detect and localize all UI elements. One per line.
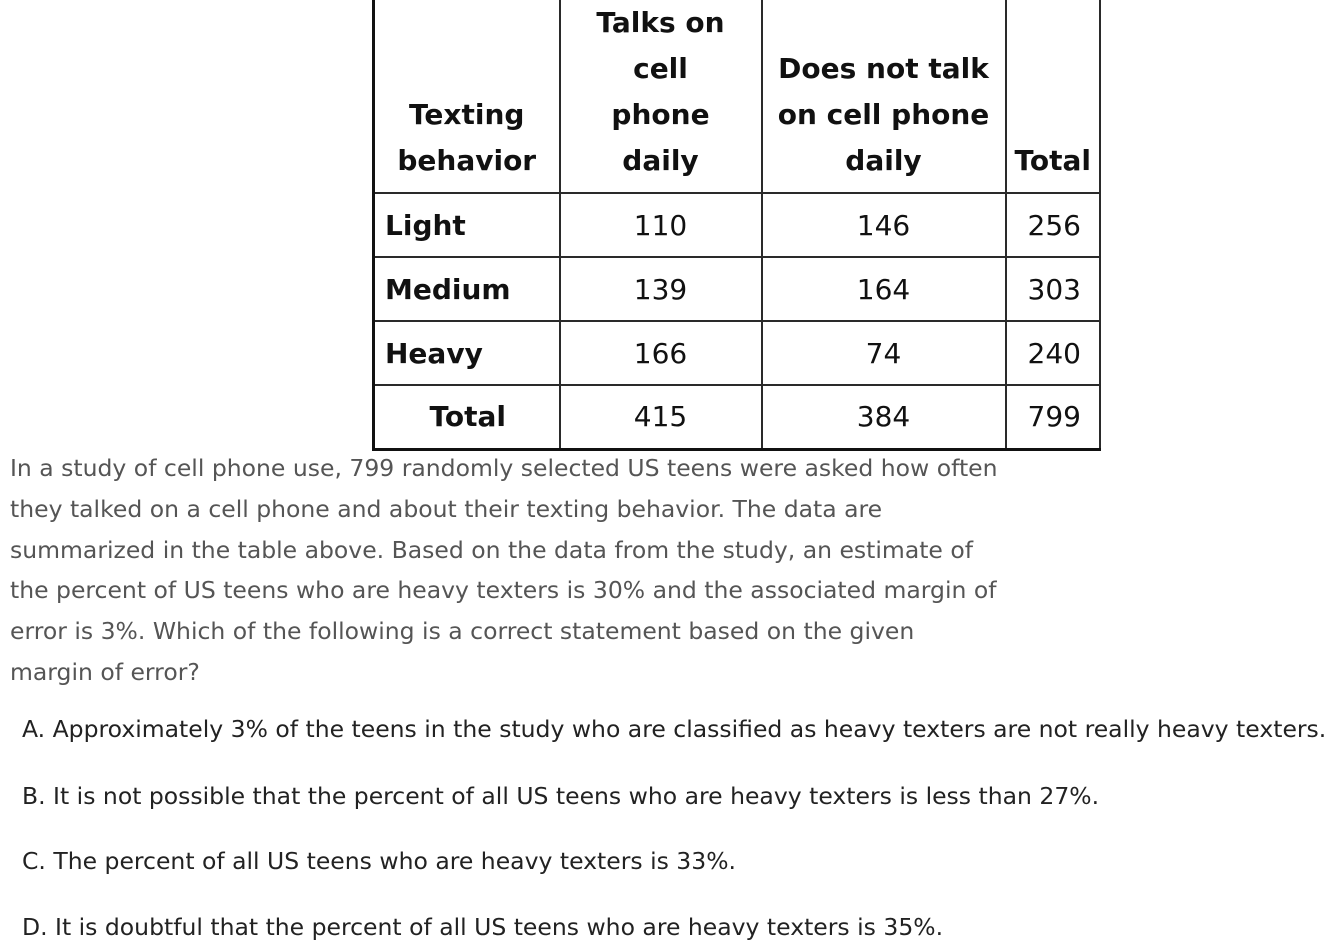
cell-heavy-total: 240 — [1006, 321, 1101, 385]
cell-heavy-not-talk: 74 — [762, 321, 1006, 385]
row-label-heavy: Heavy — [374, 321, 560, 385]
cell-grand-total: 799 — [1006, 385, 1101, 449]
header-texting-behavior: Texting behavior — [374, 0, 560, 193]
cell-medium-talks: 139 — [560, 257, 762, 321]
table-row — [374, 321, 1101, 385]
table-header-row — [374, 0, 1101, 193]
cell-light-not-talk: 146 — [762, 193, 1006, 257]
cell-medium-total: 303 — [1006, 257, 1101, 321]
answer-option-b[interactable]: B. It is not possible that the percent of all US teens who are heavy texters is less than 27%. — [22, 782, 1100, 810]
question-text: In a study of cell phone use, 799 randomly selected US teens were asked how often they talked on a cell phone and about their texting behavior. The data are summarized in the table above. Based on the data from the study, an estimate of the percent of US teens who are heavy texters is 30% and the associated margin of error is 3%. Which of the following is a correct statement based on the given margin of error? — [10, 454, 998, 686]
cell-total-talks: 415 — [560, 385, 762, 449]
header-total: Total — [1006, 0, 1101, 193]
table-row — [374, 193, 1101, 257]
answer-option-c[interactable]: C. The percent of all US teens who are heavy texters is 33%. — [22, 847, 737, 875]
answer-option-d[interactable]: D. It is doubtful that the percent of all US teens who are heavy texters is 35%. — [22, 913, 944, 941]
cell-medium-not-talk: 164 — [762, 257, 1006, 321]
row-label-total: Total — [374, 385, 560, 449]
answer-option-a[interactable]: A. Approximately 3% of the teens in the study who are classified as heavy texters are not really heavy texters. — [22, 715, 1327, 743]
cell-light-talks: 110 — [560, 193, 762, 257]
cell-heavy-talks: 166 — [560, 321, 762, 385]
cell-light-total: 256 — [1006, 193, 1101, 257]
table-row — [374, 385, 1101, 449]
row-label-light: Light — [374, 193, 560, 257]
header-does-not-talk-daily: Does not talk on cell phone daily — [762, 0, 1006, 193]
table-row — [374, 257, 1101, 321]
data-table — [372, 0, 1101, 451]
row-label-medium: Medium — [374, 257, 560, 321]
cell-total-not-talk: 384 — [762, 385, 1006, 449]
header-talks-daily: Talks on cell phone daily — [560, 0, 762, 193]
